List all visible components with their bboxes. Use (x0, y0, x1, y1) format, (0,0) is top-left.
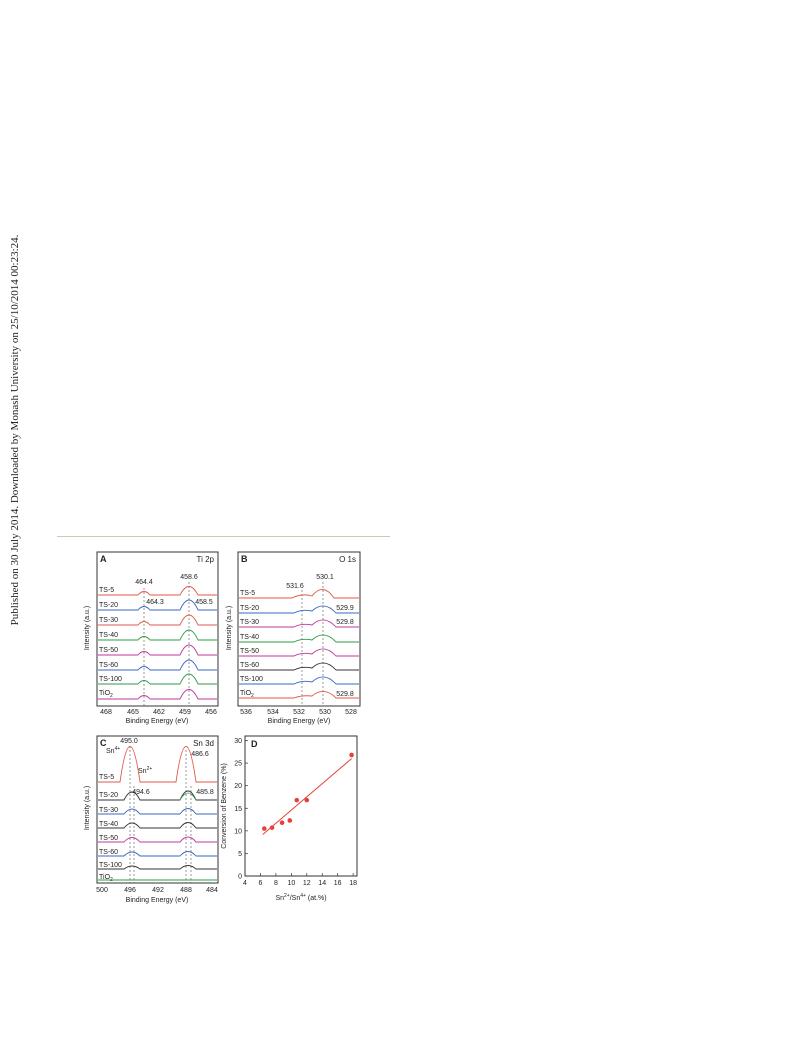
panel-c-ylabel: Intensity (a.u.) (84, 785, 91, 831)
panel-b-label-ts5: TS-5 (240, 590, 256, 597)
panel-b-label-ts20: TS-20 (240, 605, 260, 612)
download-notice-text: Published on 30 July 2014. Downloaded by Monash University on 25/10/2014 00:23:24. (9, 234, 21, 626)
panel-a-label-ts100: TS-100 (99, 676, 122, 683)
panel-d-ytick: 30 (234, 738, 242, 746)
panel-b-xtick: 532 (293, 709, 305, 716)
panel-d-xtick: 12 (302, 880, 311, 887)
panel-d (221, 736, 357, 902)
panel-c-label-ts30: TS-30 (99, 807, 119, 814)
panel-b-xticks (240, 709, 357, 716)
panel-c-xtick: 496 (124, 887, 136, 894)
panel-b-label-ts60: TS-60 (240, 662, 260, 669)
panel-d-xtick: 14 (318, 880, 327, 887)
panel-c-label-ts60: TS-60 (99, 849, 119, 856)
panel-c-letter: C (100, 738, 107, 748)
panel-a-label-ts60: TS-60 (99, 662, 119, 669)
panel-a-spectrum-ts5 (98, 587, 217, 596)
panel-c-peak-label: 495.0 (120, 738, 138, 745)
panel-b-ylabel: Intensity (a.u.) (226, 605, 233, 651)
panel-c-label-tio2: TiO$_2$ (99, 874, 113, 883)
panel-b-xtick: 530 (319, 709, 331, 716)
panel-b-spectrum-ts5 (239, 589, 359, 598)
panel-d-plot (245, 741, 354, 876)
panel-c-label-ts40: TS-40 (99, 821, 119, 828)
panel-c-sn2-label: $Sn^{2+}$ (138, 766, 153, 775)
panel-c-sn4-label: $Sn^{4+}$ (106, 746, 121, 755)
panel-c-peak-label: 486.6 (191, 751, 209, 758)
panel-c-xtick: 488 (180, 887, 192, 894)
panel-a-xtick: 465 (127, 709, 139, 716)
panel-d-xticks (243, 880, 357, 887)
panel-a-peak-label: 458.6 (180, 574, 198, 581)
panel-d-ytick: 10 (234, 828, 242, 836)
panel-c-label-ts100: TS-100 (99, 862, 122, 869)
panel-d-ytick: 25 (234, 760, 242, 768)
panel-d-yticks (234, 738, 242, 880)
panel-d-letter: D (251, 739, 258, 749)
panel-a-xtick: 462 (153, 709, 165, 716)
panel-d-xtick: 10 (287, 880, 296, 887)
panel-d-data-point (288, 818, 293, 823)
panel-b-label-ts40: TS-40 (240, 634, 260, 641)
panel-b-title: O 1s (339, 555, 356, 564)
panel-a (84, 552, 218, 725)
panel-a-annotations (135, 574, 213, 606)
panel-b-peak-label: 529.9 (336, 605, 354, 612)
panel-c-xtick: 500 (96, 887, 108, 894)
panel-a-letter: A (100, 554, 107, 564)
panel-c-xtick: 484 (206, 887, 218, 894)
panel-b-letter: B (241, 554, 248, 564)
panel-d-data-point (262, 826, 267, 831)
panel-a-sample-labels (99, 587, 122, 699)
panel-a-xtick: 468 (100, 709, 112, 716)
download-notice (4, 234, 26, 626)
panel-b-label-ts50: TS-50 (240, 648, 260, 655)
panel-c (84, 736, 218, 904)
panel-a-label-ts30: TS-30 (99, 617, 119, 624)
panel-b-label-ts100: TS-100 (240, 676, 263, 683)
panel-c-title: Sn 3d (193, 739, 214, 748)
panel-b-peak-label: 531.6 (286, 583, 304, 590)
panel-d-xtick: 8 (273, 880, 278, 887)
panel-a-spectrum-tio2 (98, 690, 217, 700)
panel-d-xlabel: $Sn^{2+}/Sn^{4+}$ (at.%) (275, 893, 327, 902)
panel-d-ylabel: Conversion of Benzene (%) (221, 763, 228, 849)
xps-figure (80, 546, 370, 908)
panel-c-species-labels (106, 746, 152, 775)
panel-b (226, 552, 360, 725)
panel-a-xtick: 459 (179, 709, 191, 716)
panel-b-label-ts30: TS-30 (240, 619, 260, 626)
panel-d-data-point (280, 820, 285, 825)
panel-d-fit-line (263, 759, 352, 835)
panel-d-data-point (304, 798, 309, 803)
panel-c-label-ts20: TS-20 (99, 792, 119, 799)
panel-b-label-tio2: TiO$_2$ (240, 690, 254, 699)
panel-d-xtick: 18 (349, 880, 358, 887)
panel-d-data-point (349, 753, 354, 758)
panel-c-xtick: 492 (152, 887, 164, 894)
panel-c-xlabel: Binding Energy (eV) (125, 897, 189, 904)
panel-a-label-ts50: TS-50 (99, 647, 119, 654)
page-divider (57, 536, 390, 537)
panel-b-xtick: 534 (267, 709, 279, 716)
panel-a-peak-label: 458.5 (195, 599, 213, 606)
panel-b-xtick: 528 (345, 709, 357, 716)
panel-a-xlabel: Binding Energy (eV) (125, 718, 189, 725)
panel-d-ytick: 0 (238, 873, 242, 881)
panel-a-label-ts5: TS-5 (99, 587, 115, 594)
panel-c-spectrum-ts20-fit (180, 793, 196, 800)
panel-d-ytick: 5 (238, 850, 242, 858)
panel-c-sample-labels (99, 774, 122, 883)
panel-d-data-point (270, 825, 275, 830)
panel-c-peak-label: 485.8 (196, 789, 214, 796)
panel-a-xticks (100, 709, 217, 716)
panel-b-peak-label: 530.1 (316, 574, 334, 581)
panel-a-label-ts40: TS-40 (99, 632, 119, 639)
panel-b-annotations (286, 574, 354, 698)
panel-c-label-ts50: TS-50 (99, 835, 119, 842)
panel-a-peak-label: 464.4 (135, 579, 153, 586)
panel-a-label-ts20: TS-20 (99, 602, 119, 609)
panel-d-xtick: 16 (333, 880, 342, 887)
panel-a-xtick: 456 (205, 709, 217, 716)
panel-a-ylabel: Intensity (a.u.) (84, 605, 91, 651)
panel-a-title: Ti 2p (196, 555, 214, 564)
panel-d-data-point (294, 798, 299, 803)
panel-d-ytick: 15 (234, 805, 242, 813)
panel-c-label-ts5: TS-5 (99, 774, 115, 781)
panel-b-xtick: 536 (240, 709, 252, 716)
panel-b-sample-labels (240, 590, 263, 699)
panel-c-xticks (96, 887, 218, 894)
panel-d-frame (245, 736, 357, 876)
panel-d-xtick: 6 (258, 880, 263, 887)
panel-b-peak-label: 529.8 (336, 619, 354, 626)
panel-d-xtick: 4 (243, 880, 247, 887)
panel-d-ytick: 20 (234, 783, 242, 791)
panel-a-label-tio2: TiO$_2$ (99, 690, 113, 699)
panel-c-peak-label: 494.6 (132, 789, 150, 796)
panel-b-xlabel: Binding Energy (eV) (267, 718, 331, 725)
panel-b-spectra (239, 582, 359, 706)
panel-a-peak-label: 464.3 (146, 599, 164, 606)
panel-b-peak-label: 529.8 (336, 691, 354, 698)
